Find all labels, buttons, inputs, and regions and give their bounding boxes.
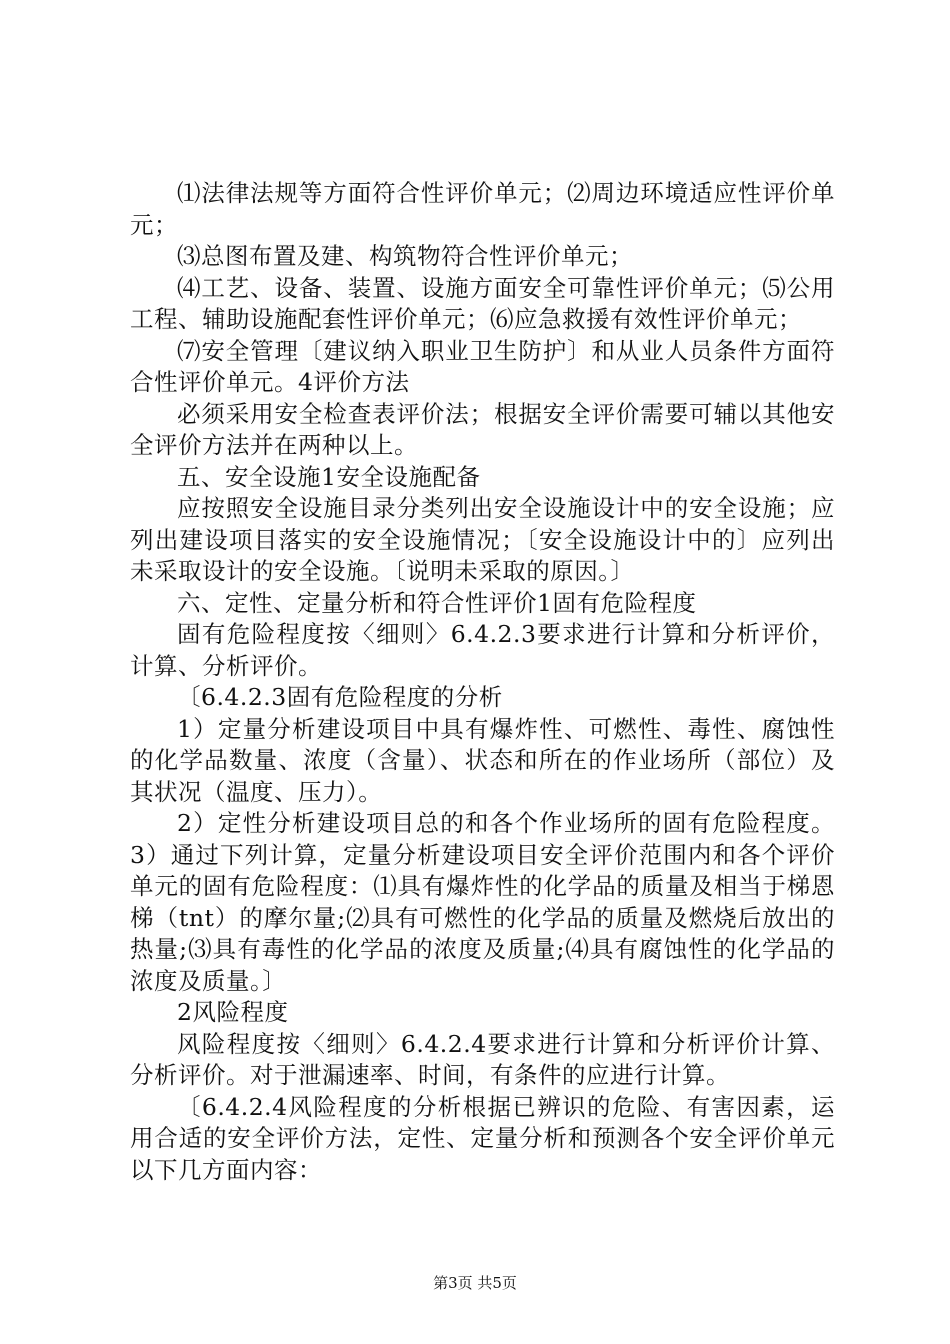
paragraph: 〔6.4.2.4风险程度的分析根据已辨识的危险、有害因素，运用合适的安全评价方法，定性、定量分析和预测各个安全评价单元以下几方面内容： bbox=[130, 1092, 835, 1184]
section-heading: 五、安全设施1安全设施配备 bbox=[177, 462, 481, 491]
paragraph: 风险程度按〈细则〉6.4.2.4要求进行计算和分析评价计算、分析评价。对于泄漏速率、时间，有条件的应进行计算。 bbox=[130, 1029, 835, 1089]
paragraph: 应按照安全设施目录分类列出安全设施设计中的安全设施；应列出建设项目落实的安全设施情况；〔安全设施设计中的〕应列出未采取设计的安全设施。〔说明未采取的原因。〕 bbox=[130, 494, 835, 585]
section-heading: 六、定性、定量分析和符合性评价1固有危险程度 bbox=[177, 588, 697, 617]
paragraph: ⑶总图布置及建、构筑物符合性评价单元； bbox=[177, 242, 633, 270]
paragraph: 必须采用安全检查表评价法；根据安全评价需要可辅以其他安全评价方法并在两种以上。 bbox=[130, 399, 835, 459]
page-number-footer: 第3页 共5页 bbox=[433, 1274, 517, 1292]
paragraph: 2）定性分析建设项目总的和各个作业场所的固有危险程度。3）通过下列计算，定量分析建设项目安全评价范围内和各个评价单元的固有危险程度：⑴具有爆炸性的化学品的质量及相当于梯恩梯（tnt）的摩尔量;⑵具有可燃性的化学品的质量及燃烧后放出的热量;⑶具有毒性的化学品的浓度及质量;⑷具有腐蚀性的化学品的浓度及质量。〕 bbox=[130, 809, 835, 995]
paragraph: ⑺安全管理〔建议纳入职业卫生防护〕和从业人员条件方面符合性评价单元。4评价方法 bbox=[130, 336, 835, 396]
subsection-heading: 2风险程度 bbox=[177, 998, 289, 1026]
paragraph: 〔6.4.2.3固有危险程度的分析 bbox=[177, 683, 503, 711]
paragraph: ⑷工艺、设备、装置、设施方面安全可靠性评价单元；⑸公用工程、辅助设施配套性评价单元；⑹应急救援有效性评价单元； bbox=[130, 273, 835, 333]
paragraph: 1）定量分析建设项目中具有爆炸性、可燃性、毒性、腐蚀性的化学品数量、浓度（含量）、状态和所在的作业场所（部位）及其状况（温度、压力）。 bbox=[130, 714, 835, 806]
paragraph: ⑴法律法规等方面符合性评价单元；⑵周边环境适应性评价单元； bbox=[130, 179, 835, 239]
document-body bbox=[130, 178, 835, 1186]
paragraph: 固有危险程度按〈细则〉6.4.2.3要求进行计算和分析评价，计算、分析评价。 bbox=[130, 620, 835, 680]
